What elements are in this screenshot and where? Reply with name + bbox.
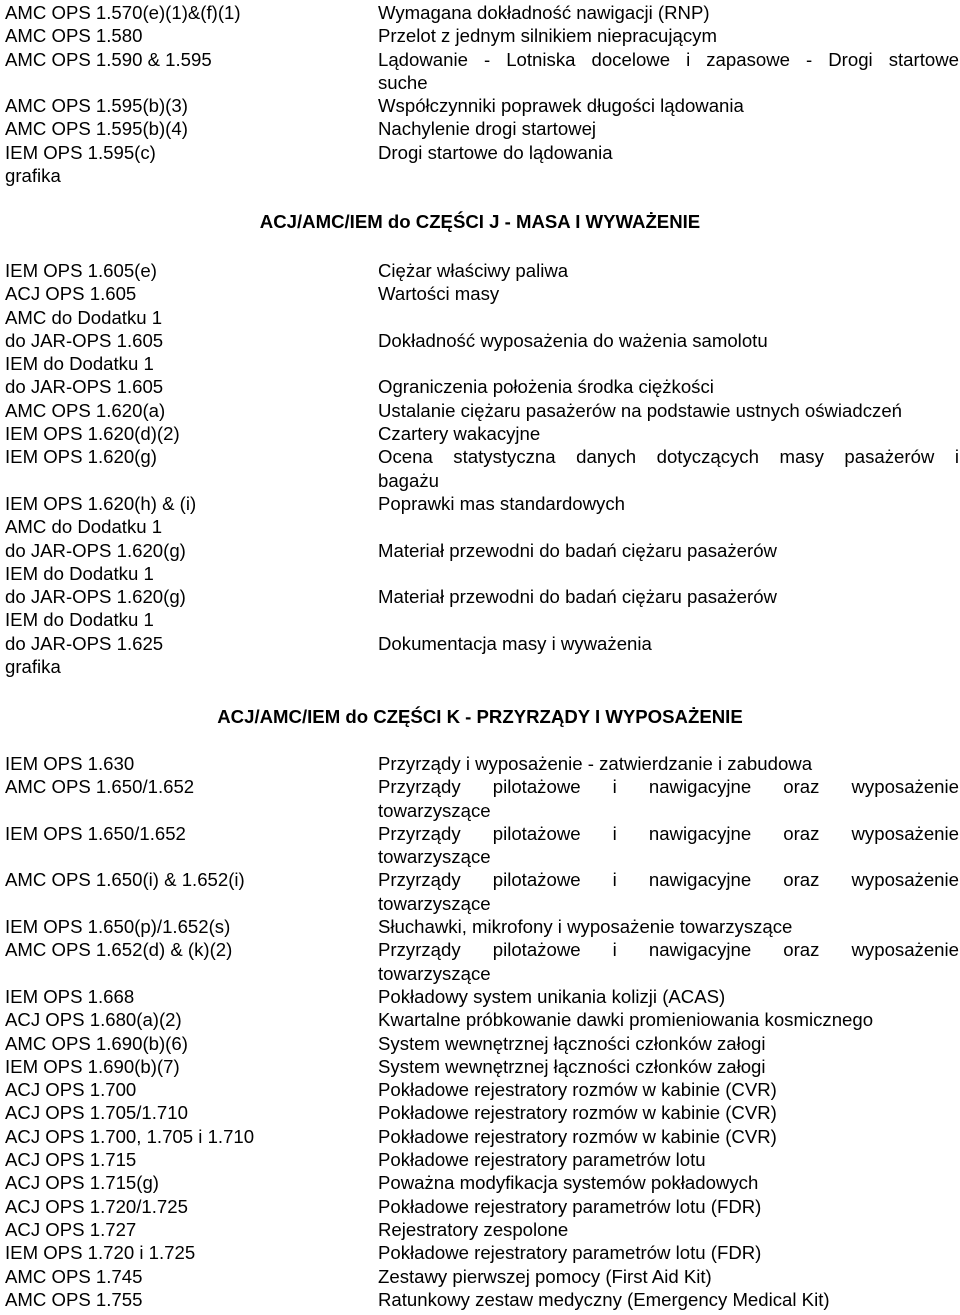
table-row xyxy=(5,845,960,868)
regulation-description: Słuchawki, mikrofony i wyposażenie towarzyszące xyxy=(378,916,793,938)
regulation-description: Materiał przewodni do badań ciężaru pasażerów xyxy=(378,586,777,608)
table-row xyxy=(5,1101,960,1124)
regulation-description: Ocena statystyczna danych dotyczących masy pasażerów i xyxy=(378,446,959,468)
table-row xyxy=(5,164,960,187)
regulation-description: Nachylenie drogi startowej xyxy=(378,118,597,140)
regulation-code: IEM OPS 1.720 i 1.725 xyxy=(5,1242,196,1264)
table-row xyxy=(5,1,960,24)
regulation-code: ACJ OPS 1.680(a)(2) xyxy=(5,1009,182,1031)
section-block xyxy=(5,752,960,1311)
table-row xyxy=(5,938,960,961)
regulation-code: AMC OPS 1.745 xyxy=(5,1265,143,1287)
regulation-description: Rejestratory zespolone xyxy=(378,1218,569,1240)
table-row xyxy=(5,1148,960,1171)
regulation-code: IEM OPS 1.630 xyxy=(5,753,135,774)
table-row xyxy=(5,469,960,492)
regulation-description: Wymagana dokładność nawigacji (RNP) xyxy=(378,2,710,23)
regulation-description: Przyrządy pilotażowe i nawigacyjne oraz wyposażenie xyxy=(378,869,959,891)
regulation-code: IEM OPS 1.690(b)(7) xyxy=(5,1055,180,1077)
regulation-description: towarzyszące xyxy=(378,962,491,984)
regulation-description: Poprawki mas standardowych xyxy=(378,492,625,514)
regulation-code: IEM OPS 1.650(p)/1.652(s) xyxy=(5,916,231,938)
table-row xyxy=(5,775,960,798)
regulation-description: Pokładowe rejestratory rozmów w kabinie (CVR) xyxy=(378,1125,777,1147)
regulation-code: IEM OPS 1.620(g) xyxy=(5,446,157,468)
regulation-description: Czartery wakacyjne xyxy=(378,423,541,445)
table-row xyxy=(5,399,960,422)
regulation-code: AMC OPS 1.650/1.652 xyxy=(5,776,195,798)
regulation-code: grafika xyxy=(5,656,61,678)
table-row xyxy=(5,1171,960,1194)
regulation-description: Współczynniki poprawek długości lądowania xyxy=(378,95,744,117)
table-row xyxy=(5,799,960,822)
regulation-code: do JAR-OPS 1.605 xyxy=(5,329,164,351)
regulation-description: Przyrządy i wyposażenie - zatwierdzanie i zabudowa xyxy=(378,753,813,774)
regulation-description: Przelot z jednym silnikiem niepracującym xyxy=(378,25,717,47)
table-row xyxy=(5,585,960,608)
regulation-description: Ratunkowy zestaw medyczny (Emergency Medical Kit) xyxy=(378,1288,830,1310)
table-row xyxy=(5,445,960,468)
section-heading-part-k: ACJ/AMC/IEM do CZĘŚCI K - PRZYRZĄDY I WYPOSAŻENIE xyxy=(217,706,743,727)
regulation-code: IEM do Dodatku 1 xyxy=(5,609,154,631)
regulation-code: IEM OPS 1.620(d)(2) xyxy=(5,423,180,445)
regulation-description: Ograniczenia położenia środka ciężkości xyxy=(378,376,714,398)
regulation-description: System wewnętrznej łączności członków załogi xyxy=(378,1032,766,1054)
regulation-description: Pokładowe rejestratory rozmów w kabinie (CVR) xyxy=(378,1079,777,1101)
regulation-description: towarzyszące xyxy=(378,799,491,821)
table-row xyxy=(5,306,960,329)
table-row xyxy=(5,1195,960,1218)
table-row xyxy=(5,94,960,117)
regulation-description: Ciężar właściwy paliwa xyxy=(378,260,569,281)
regulation-description: System wewnętrznej łączności członków załogi xyxy=(378,1055,766,1077)
regulation-code: IEM OPS 1.620(h) & (i) xyxy=(5,492,197,514)
table-row xyxy=(5,71,960,94)
regulation-description: towarzyszące xyxy=(378,892,491,914)
regulation-description: Materiał przewodni do badań ciężaru pasażerów xyxy=(378,539,777,561)
regulation-code: IEM do Dodatku 1 xyxy=(5,353,154,375)
table-row xyxy=(5,282,960,305)
regulation-code: AMC OPS 1.620(a) xyxy=(5,399,166,421)
regulation-code: AMC OPS 1.652(d) & (k)(2) xyxy=(5,939,233,961)
regulation-code: ACJ OPS 1.705/1.710 xyxy=(5,1102,188,1124)
table-row xyxy=(5,1078,960,1101)
table-row xyxy=(5,1241,960,1264)
table-row xyxy=(5,1055,960,1078)
regulation-code: IEM OPS 1.595(c) xyxy=(5,141,156,163)
regulation-code: do JAR-OPS 1.620(g) xyxy=(5,539,186,561)
table-row xyxy=(5,655,960,678)
regulation-code: AMC do Dodatku 1 xyxy=(5,306,163,328)
table-row xyxy=(5,892,960,915)
table-row xyxy=(5,985,960,1008)
table-row xyxy=(5,515,960,538)
table-row xyxy=(5,1218,960,1241)
regulation-code: AMC OPS 1.590 & 1.595 xyxy=(5,48,212,70)
table-row xyxy=(5,117,960,140)
regulation-code: AMC OPS 1.690(b)(6) xyxy=(5,1032,188,1054)
regulation-code: IEM do Dodatku 1 xyxy=(5,562,154,584)
table-row xyxy=(5,1008,960,1031)
table-row xyxy=(5,1125,960,1148)
regulation-code: AMC do Dodatku 1 xyxy=(5,516,163,538)
table-row xyxy=(5,1265,960,1288)
regulation-code: grafika xyxy=(5,165,61,187)
table-row xyxy=(5,1032,960,1055)
regulation-description: Pokładowe rejestratory parametrów lotu xyxy=(378,1149,706,1171)
regulation-description: Przyrządy pilotażowe i nawigacyjne oraz wyposażenie xyxy=(378,939,959,961)
regulation-description: Pokładowy system unikania kolizji (ACAS) xyxy=(378,985,726,1007)
regulation-code: ACJ OPS 1.605 xyxy=(5,283,137,305)
regulation-description: bagażu xyxy=(378,469,440,491)
regulation-description: Kwartalne próbkowanie dawki promieniowania kosmicznego xyxy=(378,1009,874,1031)
regulation-code: IEM OPS 1.650/1.652 xyxy=(5,822,186,844)
table-row xyxy=(5,141,960,164)
regulation-code: ACJ OPS 1.727 xyxy=(5,1218,137,1240)
regulation-description: Wartości masy xyxy=(378,283,500,305)
regulation-description: Przyrządy pilotażowe i nawigacyjne oraz wyposażenie xyxy=(378,776,959,798)
regulation-code: IEM OPS 1.605(e) xyxy=(5,260,157,281)
regulation-code: do JAR-OPS 1.625 xyxy=(5,632,164,654)
regulation-code: AMC OPS 1.595(b)(3) xyxy=(5,95,188,117)
table-row xyxy=(5,562,960,585)
regulation-description: Pokładowe rejestratory parametrów lotu (FDR) xyxy=(378,1242,762,1264)
table-row xyxy=(5,329,960,352)
section-heading-part-j: ACJ/AMC/IEM do CZĘŚCI J - MASA I WYWAŻENIE xyxy=(259,211,701,232)
regulation-description: Ustalanie ciężaru pasażerów na podstawie ustnych oświadczeń xyxy=(378,399,903,421)
regulation-code: AMC OPS 1.595(b)(4) xyxy=(5,118,188,140)
regulation-description: Zestawy pierwszej pomocy (First Aid Kit) xyxy=(378,1265,712,1287)
regulation-description: Lądowanie - Lotniska docelowe i zapasowe - Drogi startowe xyxy=(378,48,959,70)
table-row xyxy=(5,822,960,845)
section-block xyxy=(5,1,960,187)
regulation-description: Pokładowe rejestratory rozmów w kabinie (CVR) xyxy=(378,1102,777,1124)
table-row xyxy=(5,352,960,375)
table-row xyxy=(5,48,960,71)
regulation-code: ACJ OPS 1.720/1.725 xyxy=(5,1195,188,1217)
table-row xyxy=(5,962,960,985)
table-row xyxy=(5,608,960,631)
table-row xyxy=(5,422,960,445)
regulation-description: towarzyszące xyxy=(378,846,491,868)
regulation-description: Drogi startowe do lądowania xyxy=(378,141,613,163)
regulation-description: Dokumentacja masy i wyważenia xyxy=(378,632,652,654)
regulation-code: ACJ OPS 1.700, 1.705 i 1.710 xyxy=(5,1125,255,1147)
regulation-code: do JAR-OPS 1.605 xyxy=(5,376,164,398)
table-row xyxy=(5,492,960,515)
regulation-code: AMC OPS 1.580 xyxy=(5,25,143,47)
table-row xyxy=(5,915,960,938)
table-row xyxy=(5,632,960,655)
regulation-description: suche xyxy=(378,71,428,93)
regulation-code: AMC OPS 1.570(e)(1)&(f)(1) xyxy=(5,2,241,23)
regulation-code: IEM OPS 1.668 xyxy=(5,985,135,1007)
table-row xyxy=(5,1288,960,1311)
table-row xyxy=(5,375,960,398)
table-row xyxy=(5,539,960,562)
regulation-description: Poważna modyfikacja systemów pokładowych xyxy=(378,1172,759,1194)
regulation-code: ACJ OPS 1.715(g) xyxy=(5,1172,159,1194)
regulation-code: AMC OPS 1.650(i) & 1.652(i) xyxy=(5,869,245,891)
table-row xyxy=(5,868,960,891)
regulation-code: ACJ OPS 1.700 xyxy=(5,1079,137,1101)
regulation-code: AMC OPS 1.755 xyxy=(5,1288,143,1310)
regulation-description: Dokładność wyposażenia do ważenia samolotu xyxy=(378,329,768,351)
table-row xyxy=(5,24,960,47)
regulation-description: Pokładowe rejestratory parametrów lotu (FDR) xyxy=(378,1195,762,1217)
table-row xyxy=(5,259,960,282)
section-block xyxy=(5,259,960,678)
regulation-code: ACJ OPS 1.715 xyxy=(5,1149,137,1171)
table-row xyxy=(5,752,960,775)
regulation-description: Przyrządy pilotażowe i nawigacyjne oraz wyposażenie xyxy=(378,822,959,844)
regulation-code: do JAR-OPS 1.620(g) xyxy=(5,586,186,608)
